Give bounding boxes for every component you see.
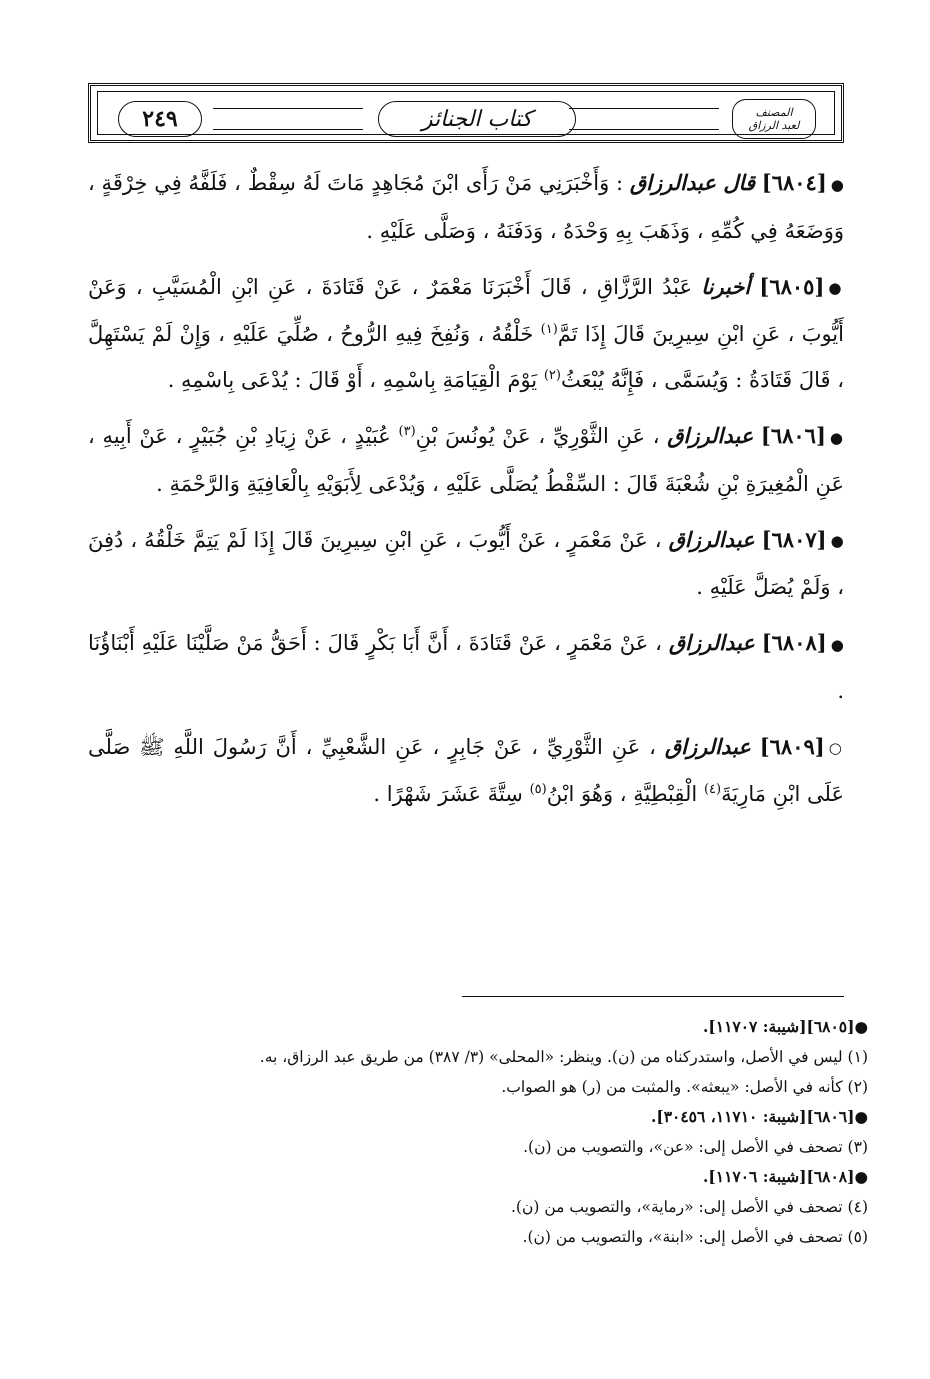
bullet-icon: ●	[829, 428, 844, 447]
hadith-6808	[88, 620, 844, 714]
chapter-title: كتاب الجنائز	[378, 101, 576, 137]
footnote: (٥) تصحف في الأصل إلى: «ابنة»، والتصويب من (ن).	[522, 1228, 868, 1246]
hadith-text: عُبَيْدٍ ، عَنْ زِيَادِ بْنِ جُبَيْرٍ ، عَنْ أَبِيهِ ، عَنِ الْمُغِيرَةِ بْنِ شُعْبَةَ قَالَ : السِّقْطُ يُصَلَّى عَلَيْهِ ، وَيُدْعَى لِأَبَوَيْهِ بِالْعَافِيَةِ وَالرَّحْمَةِ .	[88, 424, 844, 496]
source-reference: ●[٦٨٠٨][شيبة: ١١٧٠٦].	[703, 1167, 868, 1186]
bullet-icon: ●	[830, 175, 844, 194]
hadith-number: [٦٨٠٧]	[761, 526, 827, 552]
footnote: (٣) تصحف في الأصل إلى: «عن»، والتصويب من (ن).	[523, 1138, 868, 1156]
hadith-6809	[88, 724, 844, 818]
header-ornament-left	[213, 108, 363, 130]
hadith-text: الْقِبْطِيَّةِ ، وَهُوَ ابْنُ	[546, 782, 698, 806]
hadith-text: ، عَنْ مَعْمَرٍ ، عَنْ قَتَادَةَ ، أَنَّ أَبَا بَكْرٍ قَالَ : أَحَقُّ مَنْ صَلَّيْنَا عَلَيْهِ أَبْنَاؤُنَا .	[88, 631, 844, 703]
hadith-6805	[88, 264, 844, 404]
hadith-text: ، عَنِ الثَّوْرِيِّ ، عَنْ جَابِرٍ ، عَنِ الشَّعْبِيِّ ، أَنَّ رَسُولَ اللَّهِ ﷺ صَلَّى عَلَى ابْنِ مَارِيَةَ	[88, 734, 844, 806]
bullet-icon: ●	[830, 532, 844, 550]
hadith-number: [٦٨٠٥]	[759, 273, 825, 299]
page-header	[88, 83, 844, 143]
logo-line-2: لعبد الرزاق	[748, 119, 800, 132]
hadith-text: سِتَّةَ عَشَرَ شَهْرًا .	[373, 782, 523, 806]
narrator-label: عبدالرزاق	[667, 423, 754, 448]
hadith-6807	[88, 517, 844, 611]
hadith-text: خَلْقُهُ ، وَنُفِخَ فِيهِ الرُّوحُ ، صُلِّيَ عَلَيْهِ ، وَإِنْ لَمْ يَسْتَهِلَّ ، قَالَ قَتَادَةُ : وَيُسَمَّى ، فَإِنَّهُ يُبْعَثُ	[88, 322, 844, 392]
narrator-label: عبدالرزاق	[668, 630, 755, 655]
header-frame	[97, 91, 835, 135]
hadith-text: يَوْمَ الْقِيَامَةِ بِاسْمِهِ ، أَوْ قَالَ : يُدْعَى بِاسْمِهِ .	[167, 368, 538, 392]
book-logo	[732, 99, 816, 139]
narrator-label: عبدالرزاق	[668, 526, 755, 552]
footnotes	[88, 1012, 868, 1252]
hadith-text: ، عَنْ مَعْمَرٍ ، عَنْ أَيُّوبَ ، عَنِ ابْنِ سِيرِينَ قَالَ إِذَا لَمْ يَتِمَّ خَلْقُهُ ، دُفِنَ ، وَلَمْ يُصَلَّ عَلَيْهِ .	[88, 527, 844, 599]
hadith-number: [٦٨٠٦]	[760, 423, 826, 448]
narrator-label: أخبرنا	[701, 273, 751, 299]
footnote: (١) ليس في الأصل، واستدركناه من (ن). وينظر: «المحلى» (٣/ ٣٨٧) من طريق عبد الرزاق، به.	[259, 1048, 868, 1066]
footnote-marker[interactable]: (١)	[540, 322, 558, 337]
footnote-marker[interactable]: (٣)	[398, 424, 416, 439]
footnote: (٤) تصحف في الأصل إلى: «رماية»، والتصويب من (ن).	[511, 1198, 868, 1216]
hadith-6804	[88, 160, 844, 254]
narrator-label: قال عبدالرزاق	[629, 170, 755, 195]
main-text	[88, 160, 844, 827]
bullet-icon: ●	[828, 279, 844, 297]
hadith-text: ، عَنِ الثَّوْرِيِّ ، عَنْ يُونُسَ بْنِ	[415, 424, 660, 448]
narrator-label: عبدالرزاق	[664, 733, 751, 759]
hadith-number: [٦٨٠٩]	[759, 733, 825, 759]
hadith-text: عَبْدُ الرَّزَّاقِ ، قَالَ أَخْبَرَنَا مَعْمَرٌ ، عَنْ قَتَادَةَ ، عَنِ ابْنِ الْمُسَيَّبِ ، وَعَنْ أَيُّوبَ ، عَنِ ابْنِ سِيرِينَ قَالَ إِذَا تَمَّ	[88, 274, 844, 346]
hadith-text: : وَأَخْبَرَنِي مَنْ رَأَى ابْنَ مُجَاهِدٍ مَاتَ لَهُ سِقْطٌ ، فَلَفَّهُ فِي خِرْقَةٍ ، وَوَضَعَهُ فِي كُمِّهِ ، وَذَهَبَ بِهِ وَحْدَهُ ، وَدَفَنَهُ ، وَصَلَّى عَلَيْهِ .	[88, 171, 844, 243]
hadith-number: [٦٨٠٤]	[761, 170, 827, 195]
source-reference: ●[٦٨٠٦][شيبة: ١١٧١٠، ٣٠٤٥٦].	[650, 1107, 868, 1126]
circle-bullet-icon: ○	[828, 739, 844, 757]
footnote-marker[interactable]: (٥)	[529, 782, 547, 797]
footnote-separator	[462, 996, 844, 997]
header-ornament-right	[569, 108, 719, 130]
footnote-marker[interactable]: (٤)	[703, 782, 722, 797]
logo-line-1: المصنف	[755, 106, 793, 119]
hadith-number: [٦٨٠٨]	[761, 630, 827, 655]
bullet-icon: ●	[830, 635, 844, 654]
page-number: ٢٤٩	[118, 101, 202, 137]
source-reference: ●[٦٨٠٥][شيبة: ١١٧٠٧].	[703, 1017, 868, 1036]
footnote-marker[interactable]: (٢)	[543, 368, 561, 383]
footnote: (٢) كأنه في الأصل: «يبعثه». والمثبت من (ر) هو الصواب.	[501, 1078, 868, 1096]
hadith-6806	[88, 413, 844, 507]
